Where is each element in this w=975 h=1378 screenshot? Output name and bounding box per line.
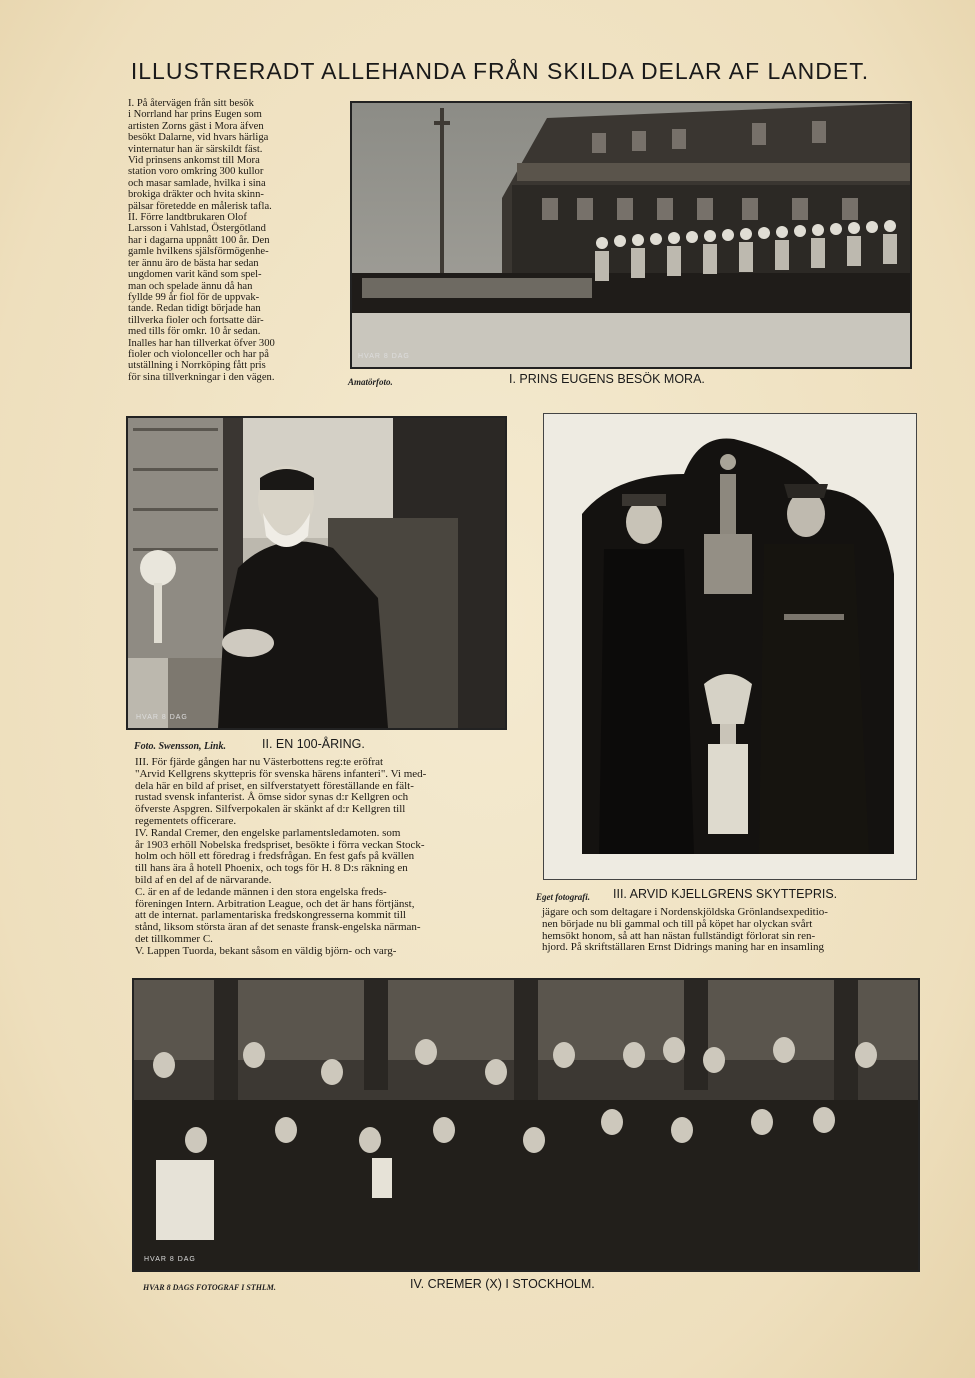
photo-en-100-aring bbox=[126, 416, 507, 730]
photo2-caption: II. EN 100-ÅRING. bbox=[262, 737, 365, 751]
text-line: V. Lappen Tuorda, bekant såsom en väldig björn- och varg- bbox=[135, 944, 397, 957]
photo1-caption: I. PRINS EUGENS BESÖK MORA. bbox=[509, 372, 705, 386]
text-line: tande. Redan tidigt började han bbox=[128, 303, 261, 315]
article-text-right bbox=[542, 907, 919, 954]
text-line: Larsson i Vahlstad, Östergötland bbox=[128, 223, 266, 235]
text-line: fyllde 99 år fiol för de uppvak- bbox=[128, 291, 260, 303]
text-line: för sina tillverkningar i den vägen. bbox=[128, 371, 275, 383]
text-line: stånd, liksom största äran af det senaste fransk-engelska närman- bbox=[135, 921, 421, 934]
photo4-credit: HVAR 8 DAGS FOTOGRAF I STHLM. bbox=[143, 1283, 276, 1292]
text-line: tillverka fioler och fortsatte där- bbox=[128, 314, 264, 326]
text-line: nen började nu bli gammal och till på köpet har olyckan svårt bbox=[542, 917, 813, 930]
photo2-credit: Foto. Swensson, Link. bbox=[134, 741, 226, 752]
text-line: Vid prinsens ankomst till Mora bbox=[128, 155, 260, 167]
page-title: ILLUSTRERADT ALLEHANDA FRÅN SKILDA DELAR AF LANDET. bbox=[130, 58, 870, 84]
text-line: regementets officerare. bbox=[135, 814, 237, 827]
text-line: det tillkommer C. bbox=[135, 932, 213, 945]
text-line: gamle hvilkens själsförmögenhe- bbox=[128, 246, 269, 258]
text-line: år 1903 erhöll Nobelska fredspriset, besökte i förra veckan Stock- bbox=[135, 838, 425, 851]
text-line: C. är en af de ledande männen i den stora engelska freds- bbox=[135, 885, 387, 898]
photo4-caption: IV. CREMER (X) I STOCKHOLM. bbox=[410, 1277, 595, 1291]
mora-photo-image bbox=[352, 103, 910, 367]
text-line: hemsökt honom, så att han nästan fullständigt förlorat sin ren- bbox=[542, 929, 816, 942]
text-line: fioler och violonceller och har på bbox=[128, 348, 269, 360]
text-line: "Arvid Kellgrens skyttepris för svenska härens infanteri". Vi med- bbox=[135, 767, 427, 780]
photo4-watermark: HVAR 8 DAG bbox=[144, 1256, 196, 1263]
text-line: brokiga dräkter och hvita skinn- bbox=[128, 189, 264, 201]
text-line: att de internat. parlamentariska fredskongresserna kommit till bbox=[135, 909, 406, 922]
text-line: utställning i Norrköping fått pris bbox=[128, 360, 266, 372]
text-line: rustad svensk infanterist. Å ömse sidor synas d:r Kellgren och bbox=[135, 791, 409, 804]
photo3-caption: III. ARVID KJELLGRENS SKYTTEPRIS. bbox=[613, 887, 838, 901]
text-line: III. För fjärde gången har nu Västerbottens reg:te eröfrat bbox=[135, 756, 384, 768]
group-photo-image bbox=[134, 980, 918, 1270]
text-line: i Norrland har prins Eugen som bbox=[128, 109, 262, 121]
text-line: man och spelade ännu då han bbox=[128, 280, 253, 292]
centenarian-photo-image bbox=[128, 418, 505, 728]
text-line: har i dagarna uppnått 100 år. Den bbox=[128, 234, 270, 246]
photo-cremer-stockholm bbox=[132, 978, 920, 1272]
text-line: besökt Dalarne, vid hvars härliga bbox=[128, 132, 269, 144]
photo-prins-eugen-mora bbox=[350, 101, 912, 369]
text-line: Inalles har han tillverkat öfver 300 bbox=[128, 337, 275, 349]
text-line: vinternatur han är särskildt fäst. bbox=[128, 143, 263, 155]
text-line: med tills för omkr. 10 år sedan. bbox=[128, 326, 261, 338]
article-text-top bbox=[128, 98, 320, 383]
prize-photo-image bbox=[544, 414, 916, 879]
text-line: till hans ära å hotell Phoenix, och togs för H. 8 D:s räkning en bbox=[135, 862, 408, 875]
text-line: dela här en bild af priset, en silfverstatyett föreställande en fält- bbox=[135, 779, 414, 792]
text-line: holm och höll ett föredrag i fredsfrågan. En fest gafs på kvällen bbox=[135, 850, 415, 863]
text-line: föreningen Intern. Arbitration League, och det är hans förtjänst, bbox=[135, 897, 415, 910]
photo1-credit: Amatörfoto. bbox=[348, 377, 393, 387]
text-line: IV. Randal Cremer, den engelske parlamentsledamoten. som bbox=[135, 826, 401, 839]
text-line: öfverste Aspgren. Silfverpokalen är skänkt af d:r Kellgren till bbox=[135, 803, 406, 816]
photo3-credit: Eget fotografi. bbox=[536, 892, 590, 902]
text-line: artisten Zorns gäst i Mora äfven bbox=[128, 120, 264, 132]
text-line: hjord. På skriftställaren Ernst Didrings maning har en insamling bbox=[542, 941, 824, 954]
text-line: pälsar företedde en målerisk tafla. bbox=[128, 200, 272, 212]
photo2-watermark: HVAR 8 DAG bbox=[136, 714, 188, 721]
photo-kjellgrens-skyttepris bbox=[543, 413, 917, 880]
text-line: jägare och som deltagare i Nordenskjöldska Grönlandsexpeditio- bbox=[542, 906, 828, 918]
text-line: I. På återvägen från sitt besök bbox=[128, 98, 254, 109]
text-line: II. Förre landtbrukaren Olof bbox=[128, 212, 247, 224]
text-line: station voro omkring 300 kullor bbox=[128, 166, 264, 178]
photo1-watermark: HVAR 8 DAG bbox=[358, 353, 410, 360]
text-line: ungdomen varit känd som spel- bbox=[128, 269, 262, 281]
text-line: ter ännu äro de bästa har sedan bbox=[128, 257, 259, 269]
article-text-middle bbox=[135, 757, 512, 958]
text-line: bild af en del af de närvarande. bbox=[135, 873, 272, 886]
text-line: och masar samlade, hvilka i sina bbox=[128, 177, 266, 189]
